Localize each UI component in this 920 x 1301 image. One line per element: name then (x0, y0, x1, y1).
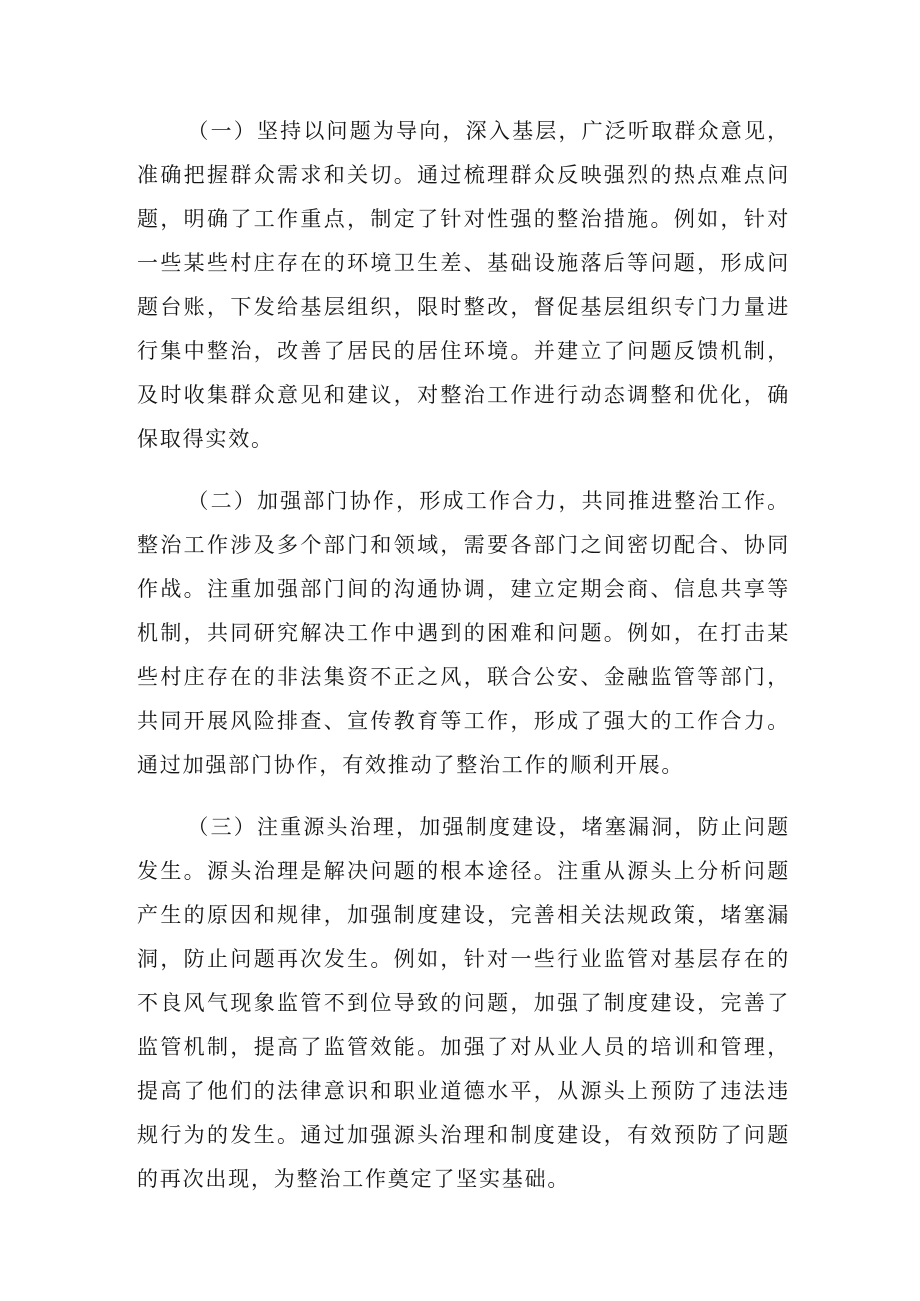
paragraph-2: （二）加强部门协作，形成工作合力，共同推进整治工作。整治工作涉及多个部门和领域，需要各部门之间密切配合、协同作战。注重加强部门间的沟通协调，建立定期会商、信息共享等机制，共同研究解决工作中遇到的困难和问题。例如，在打击某些村庄存在的非法集资不正之风，联合公安、金融监管等部门，共同开展风险排查、宣传教育等工作，形成了强大的工作合力。通过加强部门协作，有效推动了整治工作的顺利开展。 (137, 489, 790, 777)
paragraph-3: （三）注重源头治理，加强制度建设，堵塞漏洞，防止问题发生。源头治理是解决问题的根本途径。注重从源头上分析问题产生的原因和规律，加强制度建设，完善相关法规政策，堵塞漏洞，防止问题再次发生。例如，针对一些行业监管对基层存在的不良风气现象监管不到位导致的问题，加强了制度建设，完善了监管机制，提高了监管效能。加强了对从业人员的培训和管理，提高了他们的法律意识和职业道德水平，从源头上预防了违法违规行为的发生。通过加强源头治理和制度建设，有效预防了问题的再次出现，为整治工作奠定了坚实基础。 (137, 815, 790, 1191)
paragraph-1: （一）坚持以问题为导向，深入基层，广泛听取群众意见，准确把握群众需求和关切。通过梳理群众反映强烈的热点难点问题，明确了工作重点，制定了针对性强的整治措施。例如，针对一些某些村庄存在的环境卫生差、基础设施落后等问题，形成问题台账，下发给基层组织，限时整改，督促基层组织专门力量进行集中整治，改善了居民的居住环境。并建立了问题反馈机制，及时收集群众意见和建议，对整治工作进行动态调整和优化，确保取得实效。 (137, 119, 790, 451)
document-body (137, 109, 790, 1201)
